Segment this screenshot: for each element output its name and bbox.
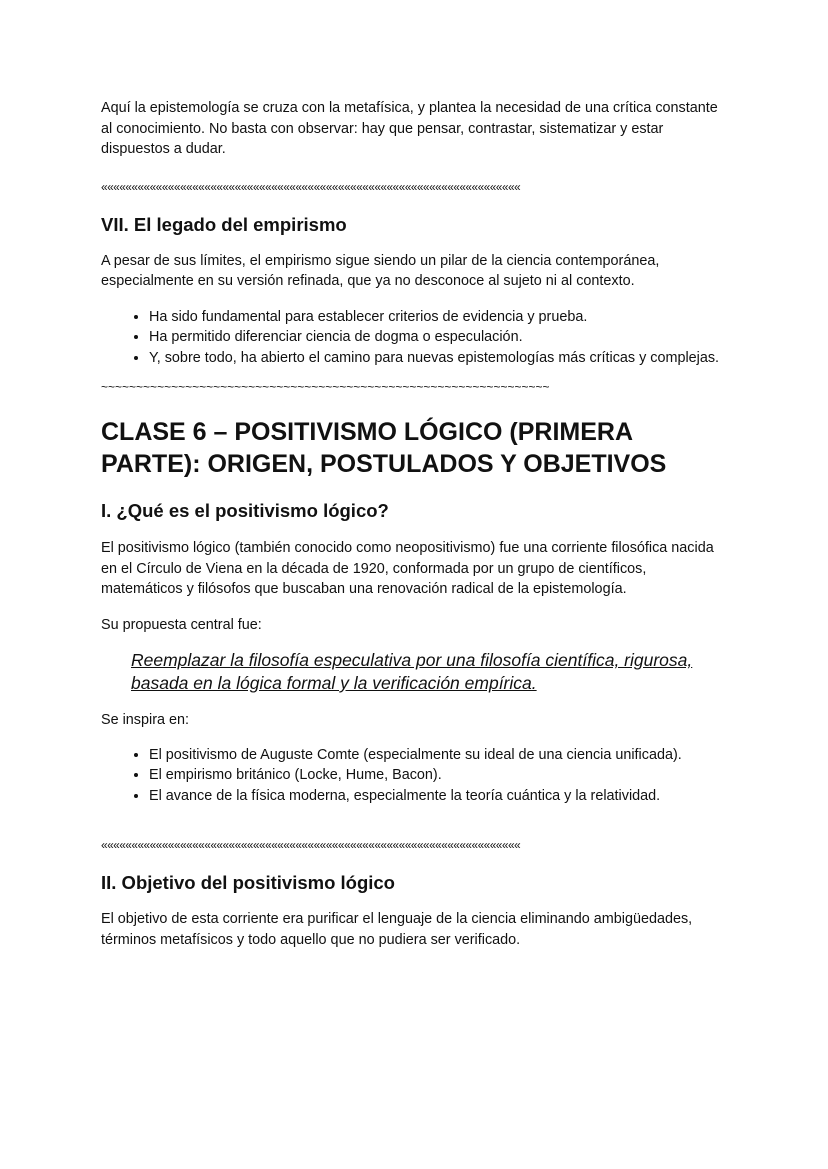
list-item: • Y, sobre todo, ha abierto el camino para nuevas epistemologías más críticas y complejas.: [149, 348, 731, 369]
highlighted-quote: Reemplazar la filosofía especulativa por una filosofía científica, rigurosa, basada en la lógica formal y la verificación empírica.: [131, 650, 693, 693]
section-heading: VII. El legado del empirismo: [101, 213, 347, 235]
bullet-list: [101, 745, 731, 807]
paragraph: El positivismo lógico (también conocido como neopositivismo) fue una corriente filosófica nacida en el Círculo de Viena en la década de 1920, conformada por un grupo de científicos, matemáticos y filósofos que buscaban una renovación radical de la epistemología.: [101, 540, 714, 597]
list-item: • El empirismo británico (Locke, Hume, Bacon).: [149, 765, 731, 786]
paragraph: A pesar de sus límites, el empirismo sigue siendo un pilar de la ciencia contemporánea, especialmente en su versión refinada, que ya no desconoce al sujeto ni al contexto.: [101, 252, 660, 289]
list-item: • El avance de la física moderna, especialmente la teoría cuántica y la relatividad.: [149, 786, 731, 807]
paragraph: El objetivo de esta corriente era purificar el lenguaje de la ciencia eliminando ambigüedades, términos metafísicos y todo aquello que no pudiera ser verificado.: [101, 911, 693, 948]
document-page: [101, 98, 731, 950]
intro-paragraph: Aquí la epistemología se cruza con la metafísica, y plantea la necesidad de una crítica constante al conocimiento. No basta con observar: hay que pensar, contrastar, sistematizar y estar dispuestos a dudar.: [101, 100, 718, 157]
separator: «««««««««««««««««««««««««««««««««««««««««««««««««««««««««««««««««««««: [101, 179, 521, 194]
section-heading: II. Objetivo del positivismo lógico: [101, 872, 395, 893]
bullet-list: [101, 307, 731, 369]
proposal-label: Su propuesta central fue:: [101, 616, 262, 633]
section-heading: I. ¿Qué es el positivismo lógico?: [101, 500, 389, 521]
separator: «««««««««««««««««««««««««««««««««««««««««««««««««««««««««««««««««««««: [101, 838, 521, 852]
list-item: • Ha sido fundamental para establecer criterios de evidencia y prueba.: [149, 307, 731, 328]
inspired-label: Se inspira en:: [101, 712, 189, 728]
list-item: • El positivismo de Auguste Comte (especialmente su ideal de una ciencia unificada).: [149, 745, 731, 766]
class-title: CLASE 6 – POSITIVISMO LÓGICO (PRIMERA PARTE): ORIGEN, POSTULADOS Y OBJETIVOS: [101, 418, 667, 478]
list-item: • Ha permitido diferenciar ciencia de dogma o especulación.: [149, 327, 731, 348]
separator: ~~~~~~~~~~~~~~~~~~~~~~~~~~~~~~~~~~~~~~~~~~~~~~~~~~~~~~~~~~~~~~~~: [101, 380, 550, 394]
